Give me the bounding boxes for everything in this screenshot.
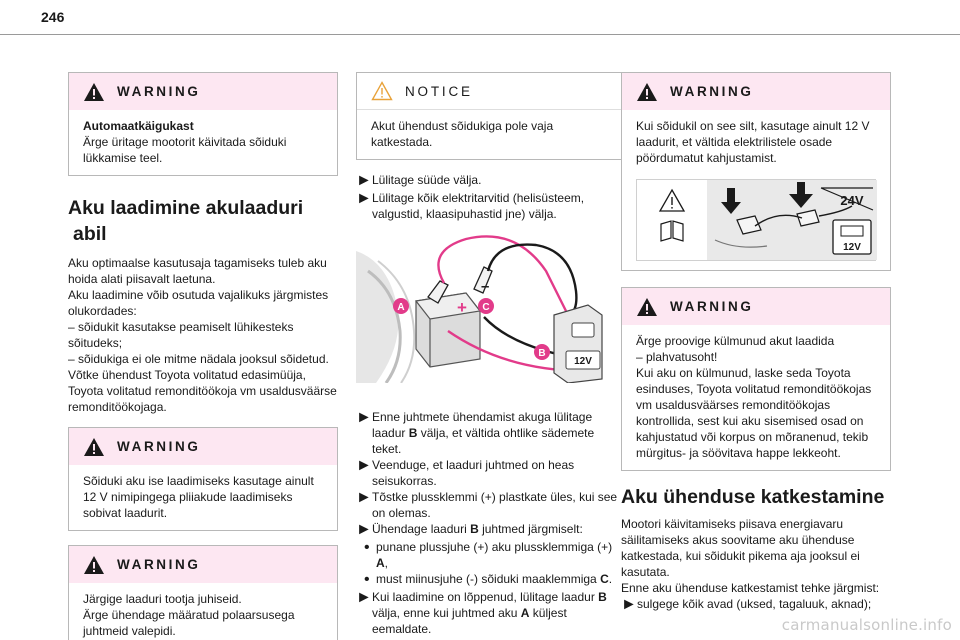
steps-before [356,172,626,222]
sub-text: punane plussjuhe (+) aku plussklemmiga (+) A, [376,540,613,570]
callout-a-label: A [397,302,405,313]
sub-text: must miinusjuhe (-) sõiduki maaklemmiga C. [376,572,613,586]
section-heading-disconnect: Aku ühenduse katkestamine [621,486,885,508]
warning-title: WARNING [117,439,201,454]
bullet-marker: ► [356,190,372,207]
column-right [621,72,891,614]
warning-box-instructions [68,545,338,640]
para-line: Aku laadimine võib osutuda vajalikuks järgmistes olukordades: [68,288,329,318]
callout-c-label: C [482,302,490,313]
step-item [356,589,626,637]
warning-body [69,583,337,640]
warning-box-charger [68,427,338,531]
warning-body [622,110,890,270]
minus-sign: – [481,278,490,295]
para-line: – sõidukit kasutakse peamiselt lühikesteks sõitudeks; [68,320,294,350]
watermark: carmanualsonline.info [781,616,952,634]
page-number: 246 [41,9,65,25]
para-text: Enne aku ühenduse katkestamist tehke järgmist: [621,581,880,595]
warning-text: Kui aku on külmunud, laske seda Toyota esinduses, Toyota volitatud remonditöökojas vm usaldusväärses remonditöökojas kontrollida, sest kui aku sisemised osad on kahjustatud või korpus on mõranenud, tekib mürgitus- ja söövitava happe lekkeoht. [636,366,872,460]
top-rule [0,34,960,35]
warning-triangle-icon [83,555,105,575]
warning-header [69,546,337,583]
notice-title: NOTICE [405,83,473,99]
bullet-marker: ► [356,589,372,606]
warning-title: WARNING [117,84,201,99]
heading-line-2: abil [73,223,107,245]
warning-header [69,428,337,465]
column-middle [356,72,626,637]
warning-title: WARNING [117,557,201,572]
column-left [68,72,338,640]
warning-header [69,73,337,110]
bullet-marker: ► [356,489,372,506]
warning-triangle-icon [636,297,658,317]
step-item [356,489,626,521]
bullet-marker: ► [356,172,372,189]
warning-header [622,73,890,110]
step-item [356,521,626,539]
plus-sign: + [457,298,467,317]
para-line: Võtke ühendust Toyota volitatud edasimüüja, Toyota volitatud remonditöökoja vm usaldusväärse remonditöökojaga. [68,368,337,414]
charger-connection-illustration [356,231,608,383]
bullet-marker: ► [356,521,372,538]
step-text: Ühendage laaduri B juhtmed järgmiselt: [372,522,583,536]
step-text: Veenduge, et laaduri juhtmed on heas seisukorras. [372,458,575,488]
warning-subtitle: Automaatkäigukast [83,119,194,133]
bullet-marker: ► [356,409,372,426]
step-item [621,596,891,614]
step-text: Lülitage kõik elektritarvitid (helisüsteem, valgustid, klaasipuhastid jne) välja. [372,191,585,221]
heading-line-1: Aku laadimine akulaaduri [68,197,304,219]
step-text: sulgege kõik avad (uksed, tagaluuk, aknad); [637,597,872,611]
dot-marker: • [364,571,370,588]
warning-box-frozen [621,287,891,471]
charger-voltage-label: 12V [574,356,592,367]
step-item [356,457,626,489]
para-text: Mootori käivitamiseks piisava energiavaru säilitamiseks akus soovitame aku ühenduse katkestada, kui sõidukit pikema aja jooksul ei kasutata. [621,517,860,579]
warning-title: WARNING [670,84,754,99]
para-line: – sõidukiga ei ole mitme nädala jooksul sõidetud. [68,352,329,366]
step-text: Tõstke plussklemmi (+) plastkate üles, kui see on olemas. [372,490,618,520]
warning-title: WARNING [670,299,754,314]
step-item [356,190,626,222]
notice-text: Akut ühendust sõidukiga pole vaja katkestada. [371,119,554,149]
step-item [356,409,626,457]
dot-marker: • [364,539,370,556]
step-text: Enne juhtmete ühendamist akuga lülitage laadur B välja, et vältida ohtlike sädemete teket. [372,410,595,456]
warning-text: Ärge üritage mootorit käivitada sõiduki lükkamise teel. [83,135,287,165]
bullet-marker: ► [621,596,637,613]
bullet-marker: ► [356,457,372,474]
step-text: Lülitage süüde välja. [372,173,482,187]
callout-b-label: B [538,348,546,359]
label-24v: 24V [840,193,864,208]
charger-label-illustration [637,180,877,260]
notice-header [357,73,625,110]
warning-body [69,465,337,530]
warning-triangle-icon [83,437,105,457]
warning-body [69,110,337,175]
steps-charging [356,409,626,637]
warning-triangle-icon [636,82,658,102]
para-line: Aku optimaalse kasutusaja tagamiseks tuleb aku hoida alati piisavalt laetuna. [68,256,327,286]
notice-triangle-icon [371,81,393,101]
warning-triangle-icon [83,82,105,102]
charger-label-figure [636,179,876,261]
sub-item [356,571,626,589]
warning-text: Sõiduki aku ise laadimiseks kasutage ainult 12 V nimipingega pliiakude laadimiseks sobivat laadurit. [83,474,314,520]
warning-text: Ärge proovige külmunud akut laadida [636,334,835,348]
warning-box-automatic [68,72,338,176]
warning-text: – plahvatusoht! [636,350,718,364]
label-12v: 12V [843,242,861,253]
warning-text: Ärge ühendage määratud polaarsusega juhtmeid valepidi. [83,608,295,638]
warning-body [622,325,890,470]
step-item [356,172,626,190]
section-heading-charging [68,195,338,247]
warning-text: Kui sõidukil on see silt, kasutage ainult 12 V laadurit, et vältida elektrilistele osade pöördumatut kahjustamist. [636,119,870,165]
charger-connection-figure [356,231,626,388]
step-text: Kui laadimine on lõppenud, lülitage laadur B välja, enne kui juhtmed aku A küljest eemaldate. [372,590,607,636]
warning-header [622,288,890,325]
warning-text: Järgige laaduri tootja juhiseid. [83,592,242,606]
charging-intro [68,255,338,415]
notice-body [357,110,625,159]
warning-box-12v [621,72,891,271]
notice-box [356,72,626,160]
sub-item [356,539,626,571]
disconnect-intro [621,516,891,614]
